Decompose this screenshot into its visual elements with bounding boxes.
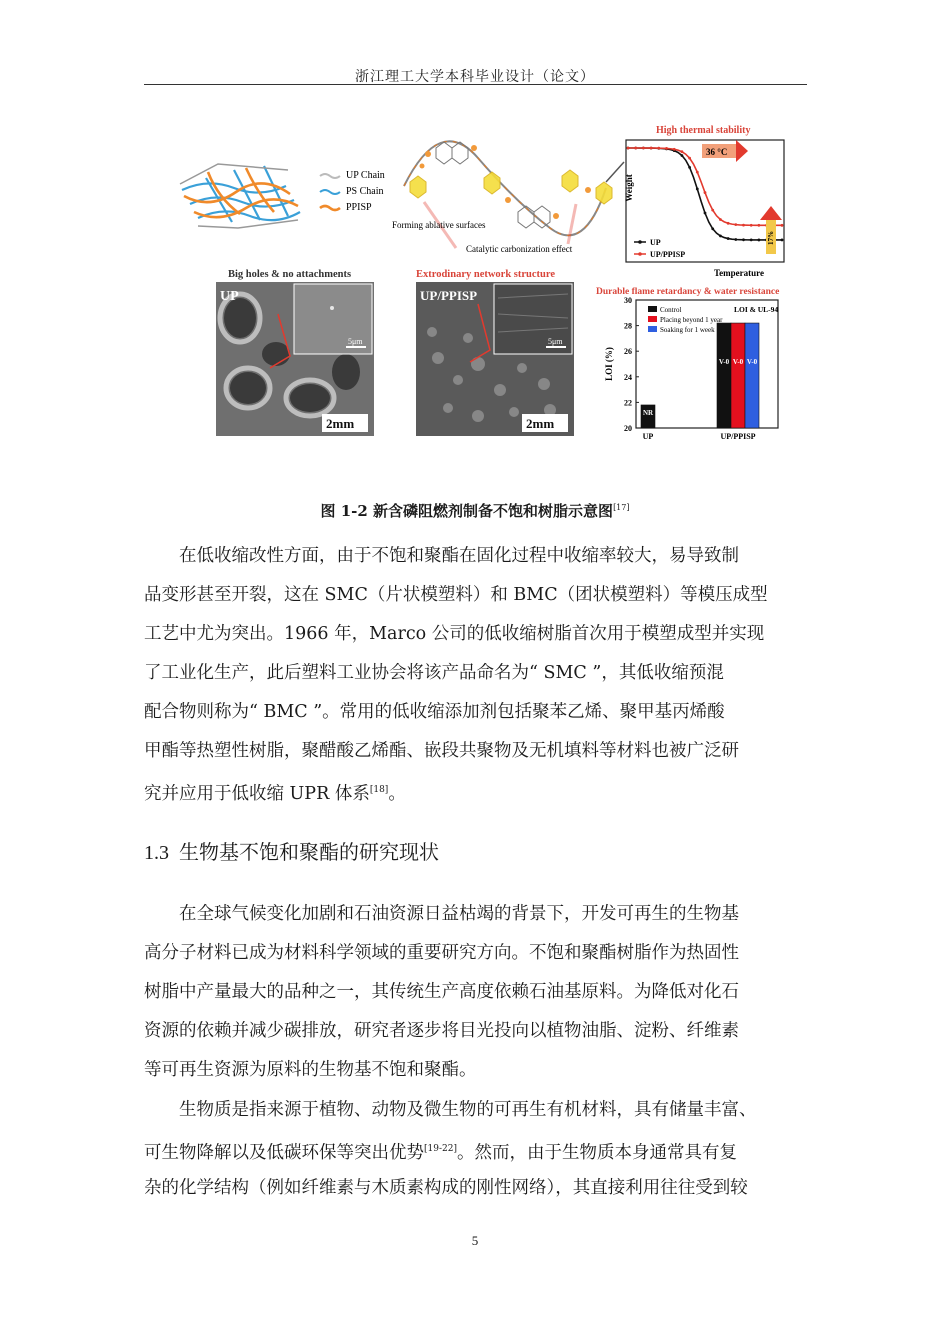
tga-series-marker bbox=[696, 171, 699, 174]
sem-right-title: Extrodinary network structure bbox=[416, 269, 556, 280]
tga-series-marker bbox=[727, 222, 730, 225]
loi-bar bbox=[745, 323, 759, 428]
tga-series-marker bbox=[704, 191, 707, 194]
section-title: 生物基不饱和聚酯的研究现状 bbox=[179, 840, 439, 864]
figure-1-2 bbox=[178, 118, 818, 448]
molecular-chain-illustration bbox=[392, 141, 624, 254]
text-line: 工艺中尤为突出。1966 年，Marco 公司的低收缩树脂首次用于模塑成型并实现 bbox=[144, 624, 765, 644]
up-chain-swatch bbox=[320, 174, 340, 178]
ppisp-swatch bbox=[320, 206, 340, 210]
citation-ref: [19-22] bbox=[424, 1144, 457, 1154]
tga-series-marker bbox=[719, 218, 722, 221]
text-line: 在全球气候变化加剧和石油资源日益枯竭的背景下，开发可再生的生物基 bbox=[179, 904, 739, 924]
page-header: 浙江理工大学本科毕业设计（论文） bbox=[355, 69, 595, 85]
tga-series-marker bbox=[781, 239, 784, 242]
loi-legend-title: LOI & UL-94 bbox=[734, 305, 779, 314]
loi-ylabel: LOI (%) bbox=[604, 347, 614, 381]
loi-legend-soaking: Soaking for 1 week bbox=[660, 326, 715, 334]
loi-tick-label: 28 bbox=[624, 321, 632, 331]
figure-caption-ref: [17] bbox=[613, 503, 630, 512]
tga-series-marker bbox=[719, 235, 722, 238]
tga-series-marker bbox=[696, 188, 699, 191]
tga-series-marker bbox=[742, 224, 745, 227]
tga-chart bbox=[624, 125, 784, 278]
tga-title: High thermal stability bbox=[656, 125, 751, 136]
sem-right-scale-small: 5μm bbox=[548, 337, 563, 346]
sem-left-title: Big holes & no attachments bbox=[228, 269, 352, 280]
tga-series-marker bbox=[711, 209, 714, 212]
loi-bar-label: V-0 bbox=[746, 358, 758, 366]
text-line: 生物质是指来源于植物、动物及微生物的可再生有机材料，具有储量丰富、 bbox=[179, 1100, 757, 1120]
text-segment: 。 bbox=[388, 783, 406, 804]
polymer-network-illustration bbox=[180, 164, 300, 228]
text-line: 配合物则称为“ BMC ”。常用的低收缩添加剂包括聚苯乙烯、聚甲基丙烯酸 bbox=[144, 702, 725, 722]
tga-series-marker bbox=[673, 148, 676, 151]
tga-series-marker bbox=[750, 224, 753, 227]
tga-series-marker bbox=[704, 212, 707, 215]
text-line: 资源的依赖并减少碳排放，研究者逐步将目光投向以植物油脂、淀粉、纤维素 bbox=[144, 1021, 739, 1041]
figure-caption-text: 图 1-2 新含磷阻燃剂制备不饱和树脂示意图 bbox=[320, 502, 614, 520]
chain-legend bbox=[320, 170, 385, 213]
loi-category-label: UP bbox=[642, 432, 654, 441]
tga-ylabel: Weight bbox=[624, 174, 634, 202]
loi-tick-label: 24 bbox=[624, 372, 632, 382]
tga-series-marker bbox=[734, 238, 737, 241]
section-heading bbox=[144, 836, 439, 865]
tga-series-marker bbox=[758, 239, 761, 242]
tga-legend-up: UP bbox=[650, 238, 661, 247]
ps-chain-swatch bbox=[320, 190, 340, 194]
sem-left-tag: UP bbox=[220, 289, 239, 304]
sem-right-scale-big: 2mm bbox=[526, 416, 555, 431]
tga-series-marker bbox=[627, 147, 630, 150]
text-line: 高分子材料已成为材料科学领域的重要研究方向。不饱和聚酯树脂作为热固性 bbox=[144, 943, 739, 963]
legend-up-chain: UP Chain bbox=[346, 170, 385, 181]
paragraph-biomass bbox=[144, 1091, 809, 1208]
tga-series-marker bbox=[781, 224, 784, 227]
sem-left-scale-big: 2mm bbox=[326, 416, 355, 431]
tga-series-marker bbox=[634, 147, 637, 150]
page-number: 5 bbox=[471, 1233, 479, 1248]
sem-image-up-ppisp bbox=[416, 269, 574, 436]
legend-ppisp: PPISP bbox=[346, 202, 372, 213]
tga-series-marker bbox=[688, 157, 691, 160]
section-number: 1.3 bbox=[144, 842, 169, 864]
text-line: 甲酯等热塑性树脂，聚醋酸乙烯酯、嵌段共聚物及无机填料等材料也被广泛研 bbox=[144, 741, 739, 761]
text-line: 树脂中产量最大的品种之一，其传统生产高度依赖石油基原料。为降低对化石 bbox=[144, 982, 739, 1002]
tga-series-marker bbox=[650, 147, 653, 150]
sem-image-up bbox=[216, 269, 374, 436]
paragraph-bio-based bbox=[144, 895, 809, 1090]
tga-annotation-residue: 17% bbox=[767, 231, 775, 245]
text-line-last bbox=[144, 771, 809, 810]
text-line: 杂的化学结构（例如纤维素与木质素构成的刚性网络），其直接利用往往受到较 bbox=[144, 1178, 748, 1198]
loi-bar-label: V-0 bbox=[732, 358, 744, 366]
loi-tick-label: 20 bbox=[624, 424, 632, 433]
loi-category-label: UP/PPISP bbox=[720, 432, 756, 441]
tga-series-marker bbox=[681, 150, 684, 153]
label-carbonization: Catalytic carbonization effect bbox=[466, 244, 573, 254]
tga-xlabel: Temperature bbox=[714, 268, 764, 278]
text-line: 在低收缩改性方面，由于不饱和聚酯在固化过程中收缩率较大，易导致制 bbox=[179, 546, 739, 566]
tga-series-marker bbox=[742, 238, 745, 241]
text-segment: 究并应用于低收缩 UPR 体系 bbox=[144, 783, 370, 804]
loi-tick-label: 22 bbox=[624, 398, 632, 408]
loi-legend-control: Control bbox=[660, 306, 682, 314]
loi-bar-chart bbox=[596, 287, 779, 441]
citation-ref: [18] bbox=[369, 785, 389, 795]
sem-left-scale-small: 5μm bbox=[348, 337, 363, 346]
loi-bar-label: NR bbox=[642, 409, 654, 418]
tga-series-marker bbox=[681, 154, 684, 157]
figure-graphic bbox=[178, 118, 818, 448]
text-line: 等可再生资源为原料的生物基不饱和聚酯。 bbox=[144, 1060, 477, 1080]
text-segment: 可生物降解以及低碳环保等突出优势 bbox=[144, 1142, 424, 1163]
text-line bbox=[144, 1130, 809, 1169]
tga-series-marker bbox=[657, 147, 660, 150]
tga-series-marker bbox=[642, 147, 645, 150]
loi-legend-placing: Placing beyond 1 year bbox=[660, 316, 723, 324]
text-segment: 。然而，由于生物质本身通常具有复 bbox=[456, 1142, 737, 1163]
tga-series-marker bbox=[734, 223, 737, 226]
text-line: 了工业化生产，此后塑料工业协会将该产品命名为“ SMC ”，其低收缩预混 bbox=[144, 663, 724, 683]
loi-bar bbox=[731, 323, 745, 428]
tga-series-marker bbox=[688, 166, 691, 169]
label-ablative: Forming ablative surfaces bbox=[392, 220, 486, 230]
tga-series-marker bbox=[750, 239, 753, 242]
loi-title: Durable flame retardancy & water resistance bbox=[596, 287, 780, 297]
loi-bar bbox=[717, 323, 731, 428]
loi-tick-label: 26 bbox=[624, 347, 632, 357]
tga-series-marker bbox=[727, 237, 730, 240]
sem-right-tag: UP/PPISP bbox=[420, 288, 478, 303]
tga-series-marker bbox=[758, 224, 761, 227]
loi-tick-label: 30 bbox=[624, 296, 632, 305]
paragraph-low-shrinkage bbox=[144, 537, 809, 810]
tga-annotation-temp: 36 °C bbox=[706, 147, 728, 157]
loi-bar-label: V-0 bbox=[718, 358, 730, 366]
tga-legend-up-ppisp: UP/PPISP bbox=[650, 250, 686, 259]
legend-ps-chain: PS Chain bbox=[346, 186, 384, 197]
text-line: 品变形甚至开裂，这在 SMC（片状模塑料）和 BMC（团状模塑料）等模压成型 bbox=[144, 585, 768, 605]
header-rule bbox=[144, 84, 807, 85]
tga-series-marker bbox=[711, 227, 714, 230]
figure-caption bbox=[0, 500, 950, 521]
tga-series-marker bbox=[665, 147, 668, 150]
